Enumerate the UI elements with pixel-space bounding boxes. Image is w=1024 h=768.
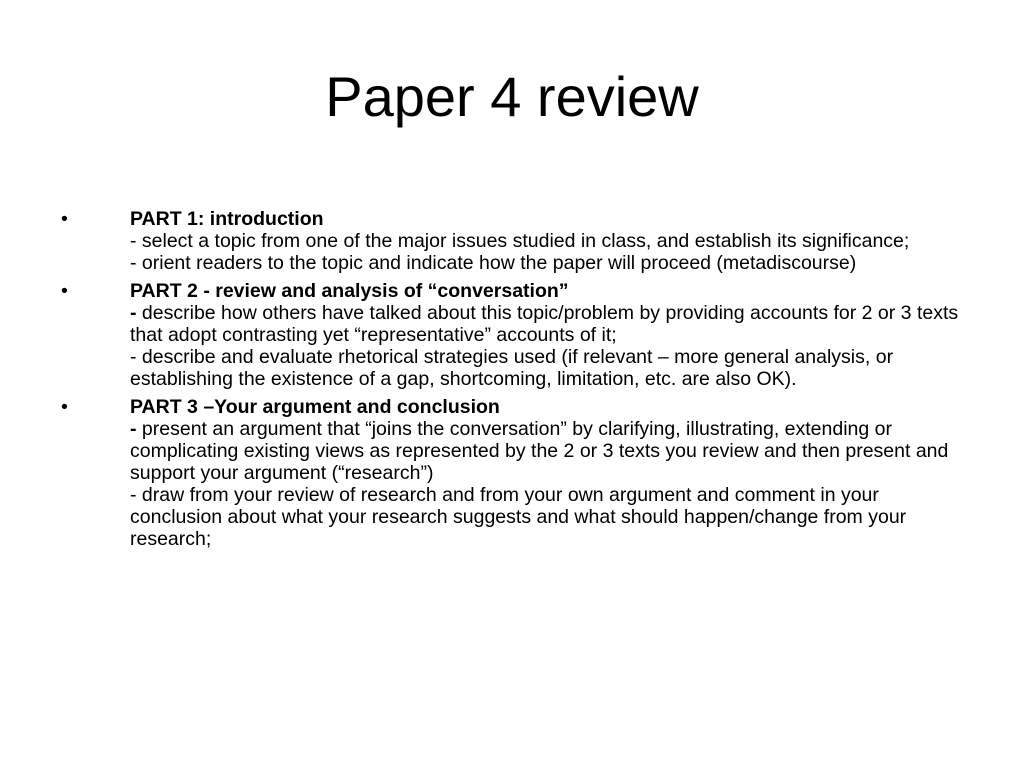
bullet-line: - select a topic from one of the major issues studied in class, and establish its significance;: [130, 230, 910, 252]
bold-dash: -: [130, 302, 142, 324]
bullet-line: - describe and evaluate rhetorical strategies used (if relevant – more general analysis, or establishing the existence of a gap, shortcoming, limitation, etc. are also OK).: [130, 346, 894, 390]
bullet-item-part-3: [0, 396, 1024, 550]
bullet-item-part-2: [0, 280, 1024, 390]
bullet-icon: •: [61, 396, 68, 418]
bullet-line-text: present an argument that “joins the conversation” by clarifying, illustrating, extending or complicating existing views as represented by the 2 or 3 texts you review and then present and support your argument (“research”): [130, 418, 949, 484]
bullet-line-text: describe how others have talked about this topic/problem by providing accounts for 2 or 3 texts that adopt contrasting yet “representative” accounts of it;: [130, 302, 959, 346]
bullet-item-part-1: [0, 208, 1024, 274]
bullet-icon: •: [61, 208, 68, 230]
bullet-heading: PART 2 - review and analysis of “conversation”: [130, 280, 569, 302]
bullet-line: - draw from your review of research and from your own argument and comment in your conclusion about what your research suggests and what should happen/change from your research;: [130, 484, 907, 550]
bold-dash: -: [130, 418, 142, 440]
bullet-line: [130, 418, 964, 484]
bullet-heading: PART 3 –Your argument and conclusion: [130, 396, 500, 418]
bullet-heading: PART 1: introduction: [130, 208, 324, 230]
slide-title: Paper 4 review: [325, 65, 699, 128]
bullet-list: [0, 208, 1024, 556]
bullet-icon: •: [61, 280, 68, 302]
bullet-line: [130, 302, 964, 346]
bullet-line: - orient readers to the topic and indicate how the paper will proceed (metadiscourse): [130, 252, 857, 274]
